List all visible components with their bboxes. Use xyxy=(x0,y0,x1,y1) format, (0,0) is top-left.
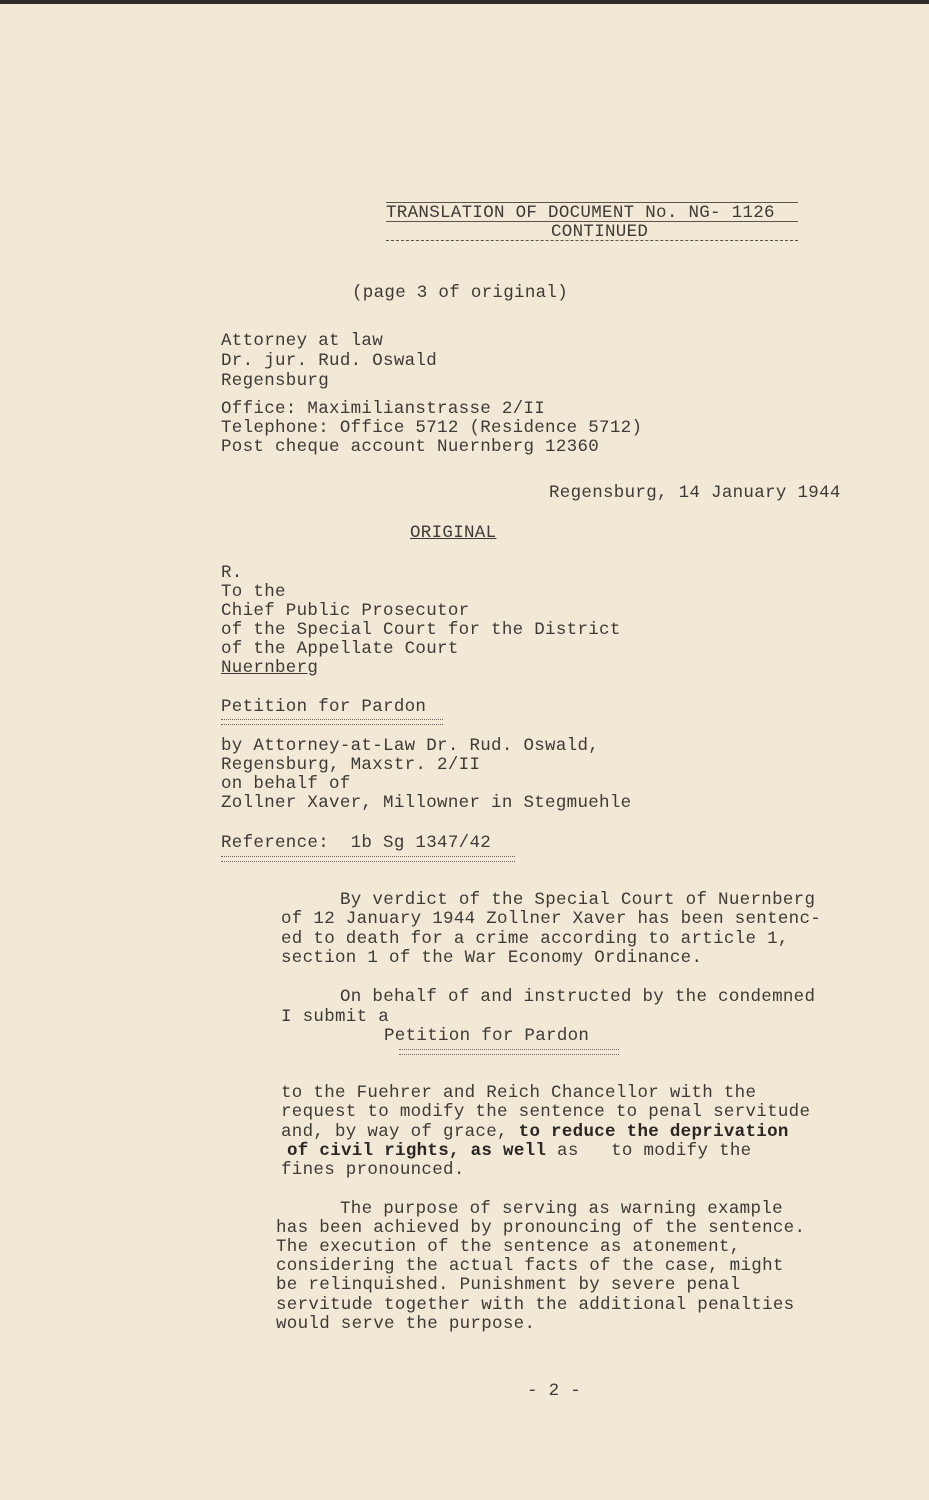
para2-line-2: I submit a xyxy=(281,1007,390,1027)
page-reference: (page 3 of original) xyxy=(352,283,569,303)
para1-line-1: By verdict of the Special Court of Nuernberg xyxy=(340,890,816,910)
para4-line-6: servitude together with the additional penalties xyxy=(276,1295,795,1315)
para3-line-4-bold: of civil rights, as well xyxy=(287,1141,547,1161)
header-bottom-rule xyxy=(386,240,798,241)
para4-line-3: The execution of the sentence as atonement, xyxy=(276,1237,741,1257)
date-line: Regensburg, 14 January 1944 xyxy=(549,483,841,503)
page-number: - 2 - xyxy=(527,1381,582,1401)
reference-line: Reference: 1b Sg 1347/42 xyxy=(221,833,492,853)
by-line-4: Zollner Xaver, Millowner in Stegmuehle xyxy=(221,793,632,813)
para3-line-4-mid: as xyxy=(546,1141,612,1161)
para3-line-3-bold: to reduce the deprivation xyxy=(518,1122,789,1142)
para3-line-3 xyxy=(281,1122,789,1142)
addressee-r: R. xyxy=(221,563,243,583)
letterhead-line-1: Attorney at law xyxy=(221,331,384,351)
addressee-line-1: Chief Public Prosecutor xyxy=(221,601,470,621)
para3-line-2: request to modify the sentence to penal servitude xyxy=(281,1102,811,1122)
by-line-3: on behalf of xyxy=(221,774,351,794)
addressee-city: Nuernberg xyxy=(221,658,319,678)
para3-line-3-start: and, by way of grace, xyxy=(281,1122,519,1142)
para2-petition-underline xyxy=(399,1049,619,1055)
by-line-2: Regensburg, Maxstr. 2/II xyxy=(221,755,481,775)
para2-petition: Petition for Pardon xyxy=(384,1026,590,1046)
para3-line-5: fines pronounced. xyxy=(281,1160,465,1180)
addressee-line-3: of the Appellate Court xyxy=(221,639,459,659)
petition-heading-underline xyxy=(221,719,443,725)
original-label: ORIGINAL xyxy=(410,523,497,543)
petition-heading: Petition for Pardon xyxy=(221,697,427,717)
scan-edge xyxy=(0,0,929,4)
document-title: TRANSLATION OF DOCUMENT No. NG- 1126 xyxy=(386,203,775,223)
letterhead-line-3: Regensburg xyxy=(221,371,330,391)
addressee-line-2: of the Special Court for the District xyxy=(221,620,621,640)
para2-line-1: On behalf of and instructed by the condemned xyxy=(340,987,816,1007)
letterhead-line-2: Dr. jur. Rud. Oswald xyxy=(221,351,438,371)
para4-line-7: would serve the purpose. xyxy=(276,1314,536,1334)
letterhead-telephone: Telephone: Office 5712 (Residence 5712) xyxy=(221,418,643,438)
by-line-1: by Attorney-at-Law Dr. Rud. Oswald, xyxy=(221,736,600,756)
para1-line-3: ed to death for a crime according to article 1, xyxy=(281,929,789,949)
para4-line-1: The purpose of serving as warning example xyxy=(340,1199,783,1219)
reference-underline xyxy=(221,856,515,862)
para4-line-4: considering the actual facts of the case, might xyxy=(276,1256,784,1276)
para1-line-2: of 12 January 1944 Zollner Xaver has been sentenc- xyxy=(281,909,822,929)
para4-line-5: be relinquished. Punishment by severe penal xyxy=(276,1275,741,1295)
para3-line-1: to the Fuehrer and Reich Chancellor with the xyxy=(281,1083,757,1103)
addressee-to: To the xyxy=(221,582,286,602)
para1-line-4: section 1 of the War Economy Ordinance. xyxy=(281,948,703,968)
para4-line-2: has been achieved by pronouncing of the sentence. xyxy=(276,1218,806,1238)
letterhead-office: Office: Maximilianstrasse 2/II xyxy=(221,399,546,419)
document-continued: CONTINUED xyxy=(551,222,649,242)
letterhead-post: Post cheque account Nuernberg 12360 xyxy=(221,437,600,457)
para3-line-4-end: to modify the xyxy=(611,1141,752,1161)
para3-line-4 xyxy=(287,1141,752,1161)
